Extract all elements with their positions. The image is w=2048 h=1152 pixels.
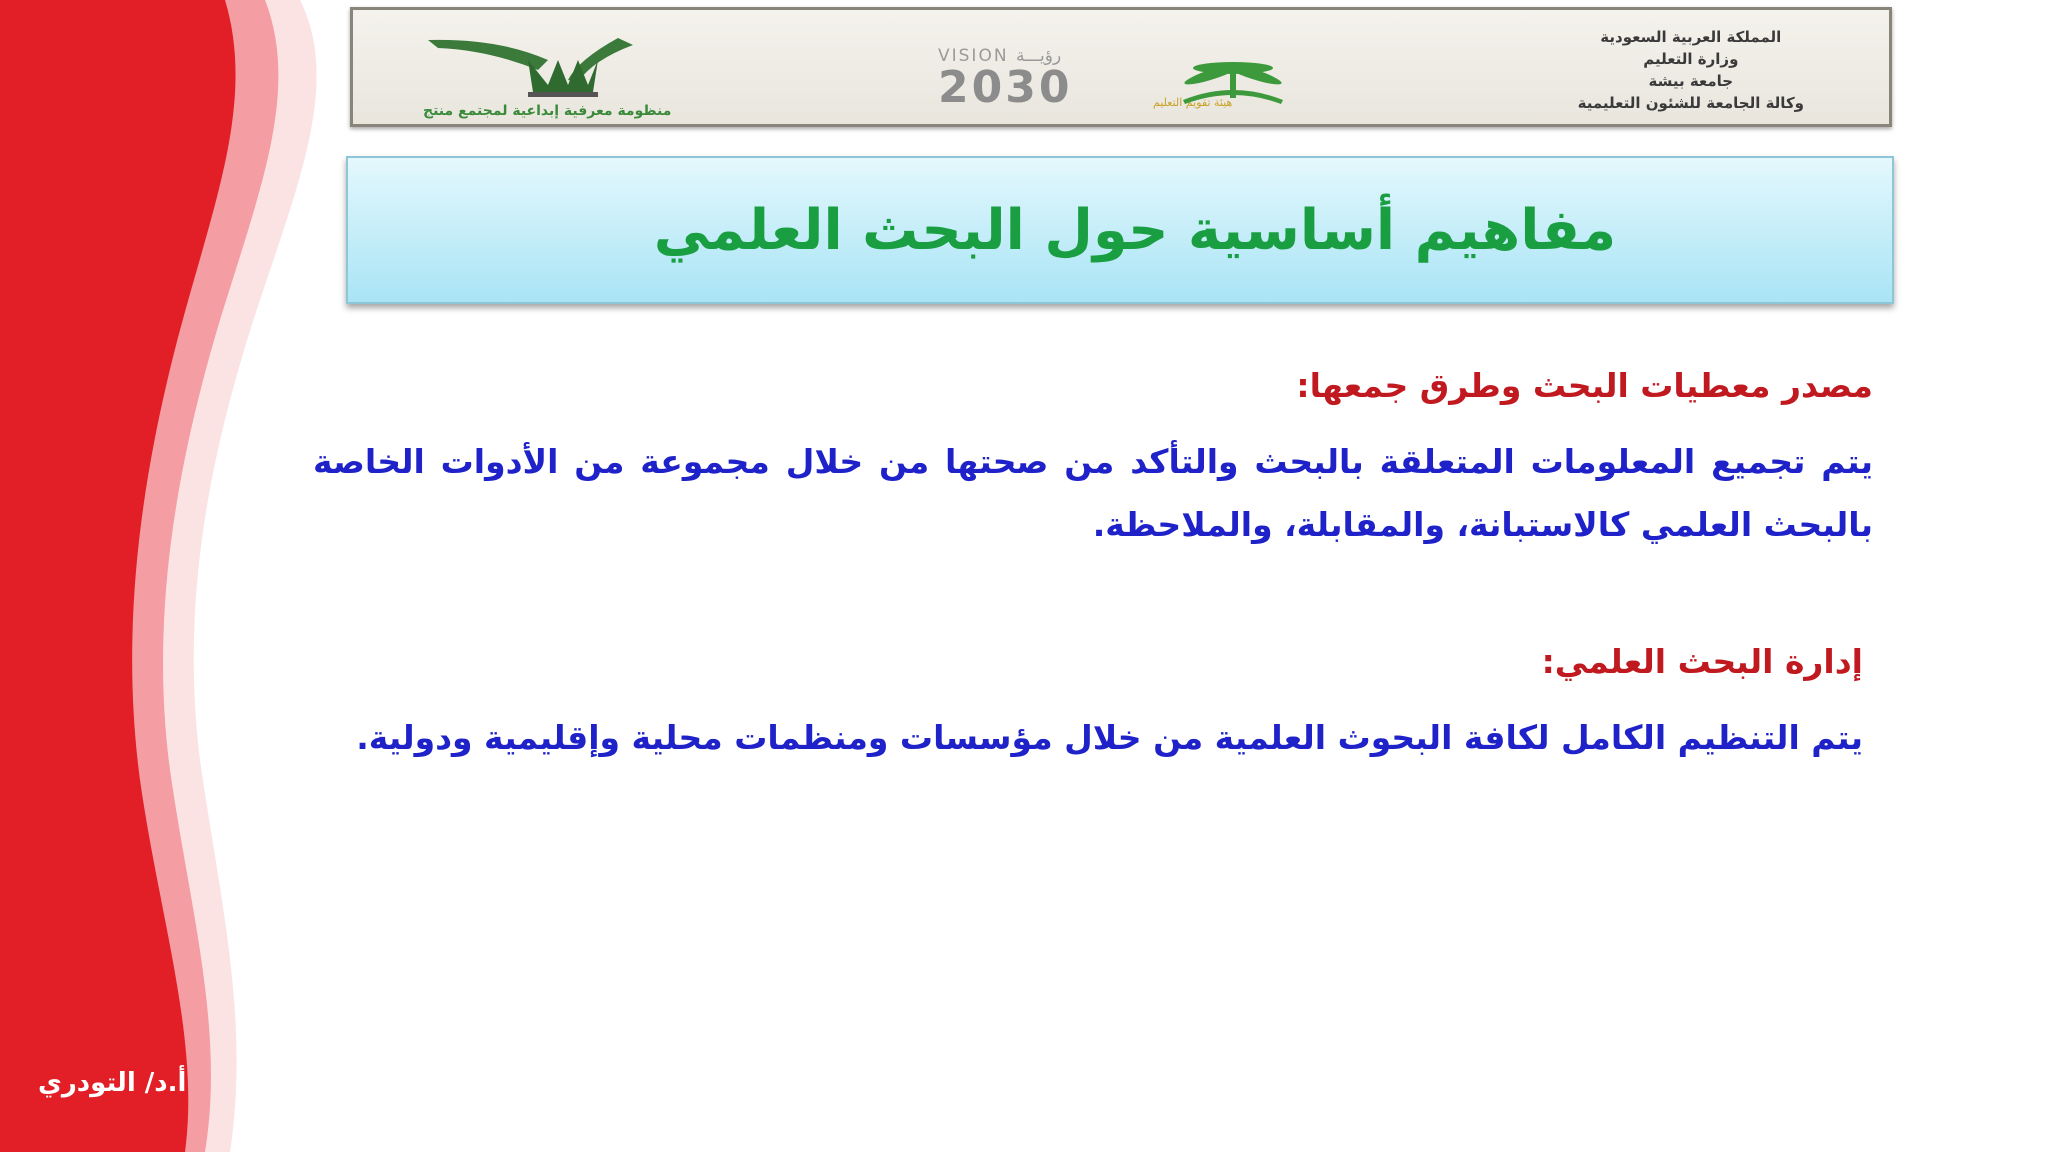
slide-title: مفاهيم أساسية حول البحث العلمي [653,197,1617,263]
section1-heading: مصدر معطيات البحث وطرق جمعها: [1296,366,1873,405]
university-name: جامعة بيشة [1648,72,1734,90]
section1-body: يتم تجميع المعلومات المتعلقة بالبحث والتأكد من صحتها من خلال مجموعة من الأدوات الخاصة بالبحث العلمي كالاستبانة، والمقابلة، والملاحظة. [313,442,1873,544]
vision-2030-logo [938,46,1123,126]
university-motto: منظومة معرفية إبداعية لمجتمع منتج [423,103,672,119]
agency-name: وكالة الجامعة للشئون التعليمية [1577,94,1804,112]
vision-arabic: رؤيـــة [1015,46,1062,66]
author-name: أ.د/ التودري [38,1068,187,1098]
header-banner [350,7,1892,127]
vision-label: VISION [938,46,1009,66]
kingdom-name: المملكة العربية السعودية [1600,28,1782,46]
university-logo [418,30,648,100]
slide-title-box [346,156,1894,304]
section2-heading: إدارة البحث العلمي: [1541,642,1863,681]
institution-block [1578,26,1804,114]
palm-swords-logo [1143,50,1323,125]
ministry-name: وزارة التعليم [1643,50,1739,68]
section2-body: يتم التنظيم الكامل لكافة البحوث العلمية من خلال مؤسسات ومنظمات محلية وإقليمية ودولية. [356,718,1863,757]
commission-name: هيئة تقويم التعليم [1153,96,1233,109]
vision-year: 2030 [938,62,1073,113]
